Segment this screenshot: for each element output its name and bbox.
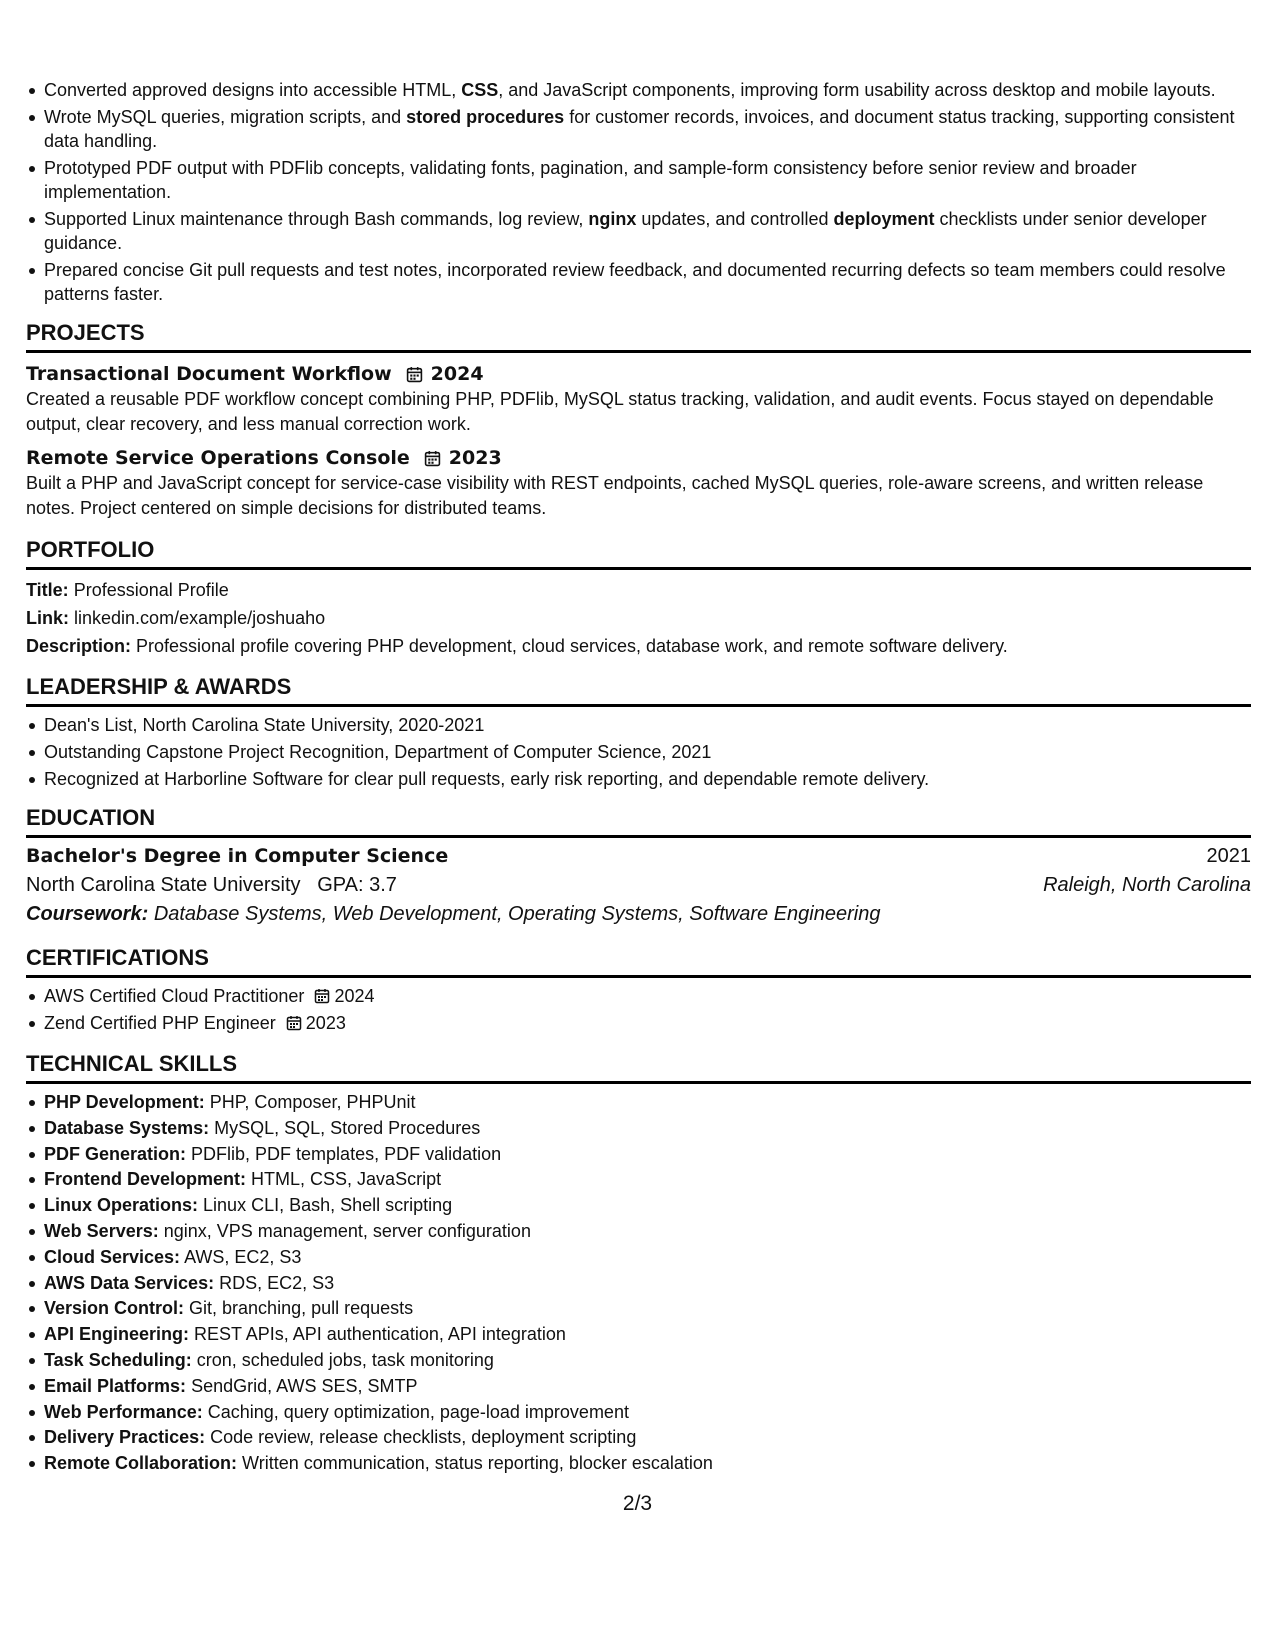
skill-item <box>44 1348 1251 1372</box>
skill-value: Linux CLI, Bash, Shell scripting <box>203 1195 453 1216</box>
skill-item <box>44 1193 1251 1217</box>
skill-value: Code review, release checklists, deployment scripting <box>210 1427 637 1448</box>
education-school-row <box>26 871 1251 900</box>
skill-label: Email Platforms: <box>44 1375 187 1396</box>
skill-value: MySQL, SQL, Stored Procedures <box>214 1117 481 1138</box>
experience-bullet <box>44 78 1251 102</box>
skill-value: Written communication, status reporting, blocker escalation <box>242 1453 713 1474</box>
bullet-bold-text: deployment <box>833 209 935 229</box>
bullet-bold-text: nginx <box>588 209 637 229</box>
skill-label: Delivery Practices: <box>44 1427 206 1448</box>
field-label: Title: <box>26 580 69 600</box>
skill-item <box>44 1142 1251 1166</box>
project-title-row <box>26 361 1251 387</box>
calendar-icon <box>406 366 423 383</box>
project-title-row <box>26 445 1251 471</box>
portfolio-title <box>26 576 1251 604</box>
bullet-text: Wrote MySQL queries, migration scripts, and <box>44 107 407 127</box>
project-item <box>26 445 1251 521</box>
certification-year: 2023 <box>305 1013 346 1033</box>
project-item <box>26 361 1251 437</box>
skill-item <box>44 1374 1251 1398</box>
skill-value: PDFlib, PDF templates, PDF validation <box>191 1143 502 1164</box>
skill-item <box>44 1116 1251 1140</box>
list-item: Recognized at Harborline Software for clear pull requests, early risk reporting, and dependable remote delivery. <box>44 767 1251 791</box>
projects-section <box>26 320 1251 521</box>
certification-name: Zend Certified PHP Engineer <box>44 1013 276 1033</box>
field-label: Description: <box>26 636 132 656</box>
skill-label: PDF Generation: <box>44 1143 187 1164</box>
coursework-row <box>26 900 1251 929</box>
page-number: 2/3 <box>622 1492 653 1515</box>
section-heading: PROJECTS <box>26 320 1251 353</box>
resume-page <box>26 78 1251 1477</box>
section-heading: LEADERSHIP & AWARDS <box>26 674 1251 707</box>
school-name: North Carolina State University <box>26 874 301 896</box>
school-location: Raleigh, North Carolina <box>1043 874 1251 896</box>
project-title: Remote Service Operations Console <box>26 447 410 469</box>
education-degree-row <box>26 842 1251 871</box>
skill-item <box>44 1167 1251 1191</box>
bullet-bold-text: CSS <box>461 80 499 100</box>
skill-label: Version Control: <box>44 1298 185 1319</box>
leadership-section <box>26 674 1251 791</box>
bullet-text: for customer records, invoices, and document status tracking, supporting consistent data handling. <box>44 107 1235 151</box>
bullet-text: Prepared concise Git pull requests and test notes, incorporated review feedback, and documented recurring defects so team members could resolve patterns faster. <box>44 260 1226 304</box>
section-heading: PORTFOLIO <box>26 537 1251 570</box>
bullet-text: , and JavaScript components, improving form usability across desktop and mobile layouts. <box>498 80 1216 100</box>
bullet-text: Converted approved designs into accessible HTML, <box>44 80 462 100</box>
skill-value: PHP, Composer, PHPUnit <box>209 1092 416 1112</box>
skill-label: Linux Operations: <box>44 1195 199 1216</box>
certification-year: 2024 <box>334 986 375 1006</box>
portfolio-link-value[interactable]: linkedin.com/example/joshuaho <box>74 608 326 628</box>
calendar-icon <box>286 1015 302 1031</box>
skill-value: Caching, query optimization, page-load improvement <box>207 1401 629 1422</box>
project-description: Created a reusable PDF workflow concept combining PHP, PDFlib, MySQL status tracking, validation, and audit events. Focus stayed on dependable output, clear recovery, and less manual correction work. <box>26 389 1214 434</box>
skill-value: REST APIs, API authentication, API integration <box>194 1324 566 1345</box>
education-section <box>26 805 1251 929</box>
skill-item <box>44 1451 1251 1475</box>
bullet-text: Prototyped PDF output with PDFlib concepts, validating fonts, pagination, and sample-form consistency before senior review and broader implementation. <box>44 158 1137 202</box>
leadership-list <box>26 713 1251 791</box>
portfolio-description <box>26 632 1251 660</box>
certification-item <box>44 984 1251 1008</box>
section-heading: CERTIFICATIONS <box>26 945 1251 978</box>
certification-name: AWS Certified Cloud Practitioner <box>44 986 305 1006</box>
certifications-section <box>26 945 1251 1035</box>
skills-list <box>26 1090 1251 1475</box>
skills-section <box>26 1051 1251 1475</box>
skill-label: Cloud Services: <box>44 1246 181 1267</box>
skill-item <box>44 1322 1251 1346</box>
experience-bullet-list <box>26 78 1251 306</box>
gpa: GPA: 3.7 <box>317 874 397 896</box>
degree-name: Bachelor's Degree in Computer Science <box>26 845 449 867</box>
calendar-icon <box>424 450 441 467</box>
skill-value: cron, scheduled jobs, task monitoring <box>196 1349 494 1370</box>
experience-bullet <box>44 258 1251 306</box>
bullet-text: updates, and controlled <box>636 209 834 229</box>
skill-item <box>44 1400 1251 1424</box>
coursework-label: Coursework: <box>26 903 149 925</box>
skill-item <box>44 1090 1251 1114</box>
skill-value: RDS, EC2, S3 <box>219 1272 335 1293</box>
skill-label: Frontend Development: <box>44 1169 247 1190</box>
skill-label: Remote Collaboration: <box>44 1453 238 1474</box>
field-label: Link: <box>26 608 69 628</box>
project-year: 2023 <box>448 447 502 469</box>
experience-bullet <box>44 156 1251 204</box>
section-heading: TECHNICAL SKILLS <box>26 1051 1251 1084</box>
skill-item <box>44 1219 1251 1243</box>
bullet-text: checklists under senior developer guidance. <box>44 209 1207 253</box>
portfolio-link <box>26 604 1251 632</box>
skill-label: AWS Data Services: <box>44 1272 215 1293</box>
calendar-icon <box>314 988 330 1004</box>
skill-label: Task Scheduling: <box>44 1349 192 1370</box>
field-value: Professional profile covering PHP development, cloud services, database work, and remote software delivery. <box>136 636 1008 656</box>
experience-bullet <box>44 105 1251 153</box>
bullet-text: Supported Linux maintenance through Bash commands, log review, <box>44 209 589 229</box>
skill-label: Database Systems: <box>44 1117 210 1138</box>
skill-value: nginx, VPS management, server configuration <box>163 1220 531 1241</box>
field-value: Professional Profile <box>73 580 229 600</box>
portfolio-section <box>26 537 1251 660</box>
section-heading: EDUCATION <box>26 805 1251 838</box>
skill-label: PHP Development: <box>44 1092 205 1112</box>
skill-value: AWS, EC2, S3 <box>184 1246 302 1267</box>
list-item: Outstanding Capstone Project Recognition, Department of Computer Science, 2021 <box>44 740 1251 764</box>
list-item: Dean's List, North Carolina State University, 2020-2021 <box>44 713 1251 737</box>
skill-item <box>44 1245 1251 1269</box>
project-description: Built a PHP and JavaScript concept for service-case visibility with REST endpoints, cached MySQL queries, role-aware screens, and written release notes. Project centered on simple decisions for distributed teams. <box>26 473 1204 518</box>
certification-item <box>44 1011 1251 1035</box>
skill-value: HTML, CSS, JavaScript <box>251 1169 442 1190</box>
skill-label: Web Performance: <box>44 1401 203 1422</box>
certifications-list <box>26 984 1251 1035</box>
skill-item <box>44 1425 1251 1449</box>
coursework-list: Database Systems, Web Development, Operating Systems, Software Engineering <box>153 903 881 925</box>
bullet-bold-text: stored procedures <box>406 107 565 127</box>
skill-label: API Engineering: <box>44 1324 190 1345</box>
project-year: 2024 <box>430 363 484 385</box>
experience-bullet <box>44 207 1251 255</box>
skill-value: SendGrid, AWS SES, SMTP <box>191 1375 418 1396</box>
graduation-year: 2021 <box>1206 845 1251 867</box>
skill-item <box>44 1296 1251 1320</box>
skill-label: Web Servers: <box>44 1220 159 1241</box>
project-title: Transactional Document Workflow <box>26 363 392 385</box>
skill-value: Git, branching, pull requests <box>189 1298 414 1319</box>
skill-item <box>44 1271 1251 1295</box>
